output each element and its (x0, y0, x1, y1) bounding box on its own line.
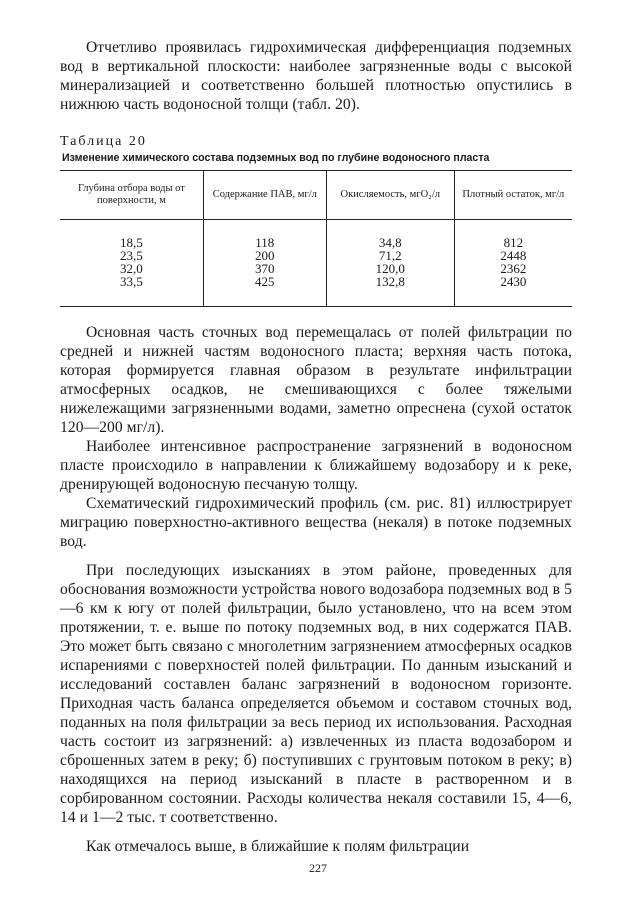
cell-dry-residue: 2448 (454, 249, 572, 262)
cell-dry-residue: 2362 (454, 262, 572, 275)
cell-surfactant: 370 (203, 262, 326, 275)
cell-depth: 33,5 (60, 275, 203, 307)
cell-dry-residue: 812 (454, 220, 572, 250)
cell-oxidizability: 120,0 (326, 262, 454, 275)
cell-surfactant: 118 (203, 220, 326, 250)
table-title: Изменение химического состава подземных вод по глубине водоносного пласта (62, 152, 490, 164)
page-content (60, 38, 572, 856)
cell-surfactant: 425 (203, 275, 326, 307)
column-header-oxidizability: Окисляемость, мгO₂/л (326, 171, 454, 220)
paragraph-intro: Отчетливо проявилась гидрохимическая дифференциация подземных вод в вертикальной плоскости: наиболее загрязненные воды с высокой минерализацией и соответственно большей плотностью опустились в нижнюю часть водоносной толщи (табл. 20). (60, 39, 572, 113)
cell-surfactant: 200 (203, 249, 326, 262)
cell-oxidizability: 34,8 (326, 220, 454, 250)
paragraph-wastewater: Основная часть сточных вод перемещалась от полей фильтрации по средней и нижней частям водоносного пласта; верхняя часть потока, которая формируется главная образом в результате инфильтрации атмосферных осадков, не смешивающихся с более тяжелыми нижележащими загрязненными водами, заметно опреснена (сухой остаток 120—200 мг/л). (60, 324, 572, 436)
table-header-row (60, 171, 572, 220)
table-row (60, 220, 572, 250)
paragraph-profile: Схематический гидрохимический профиль (см. рис. 81) иллюстрирует миграцию поверхностно-активного вещества (некаля) в потоке подземных вод. (60, 495, 572, 550)
page-number: 227 (309, 861, 327, 875)
cell-depth: 18,5 (120, 235, 143, 250)
cell-depth: 32,0 (120, 261, 143, 276)
cell-oxidizability: 71,2 (326, 249, 454, 262)
cell-oxidizability: 132,8 (326, 275, 454, 307)
table-label: Таблица 20 (60, 134, 147, 149)
paragraph-spread: Наиболее интенсивное распространение загрязнений в водоносном пласте происходило в направлении к ближайшему водозабору и к реке, дренирующей водоносную песчаную толщу. (60, 438, 572, 493)
paragraph-surveys: При последующих изысканиях в этом районе, проведенных для обоснования возможности устройства нового водозабора подземных вод в 5—6 км к югу от полей фильтрации, было установлено, что на всем этом протяжении, т. е. выше по потоку подземных вод, в них содержатся ПАВ. Это может быть связано с многолетним загрязнением атмосферных осадков испарениями с поверхностей полей фильтрации. По данным изысканий и исследований составлен баланс загрязнений в водоносном горизонте. Приходная часть баланса определяется объемом и составом сточных вод, поданных на поля фильтрации за весь период их использования. Расходная часть состоит из загрязнений: а) извлеченных из пласта водозабором и сброшенных затем в реку; б) поступивших с грунтовым потоком в реку; в) находящихся на период изысканий в пласте в растворенном и в сорбированном состоянии. Расходы количества некаля составили 15, 4—6, 14 и 1—2 тыс. т соответственно. (60, 562, 572, 826)
cell-depth: 23,5 (120, 248, 143, 263)
column-header-dry-residue: Плотный остаток, мг/л (454, 171, 572, 220)
cell-dry-residue: 2430 (454, 275, 572, 307)
data-table (60, 170, 572, 307)
column-header-surfactant: Содержание ПАВ, мг/л (203, 171, 326, 220)
table-row (60, 275, 572, 307)
paragraph-continuation: Как отмечалось выше, в ближайшие к полям фильтрации (86, 838, 470, 855)
column-header-depth: Глубина отбора воды от поверхности, м (60, 171, 203, 220)
